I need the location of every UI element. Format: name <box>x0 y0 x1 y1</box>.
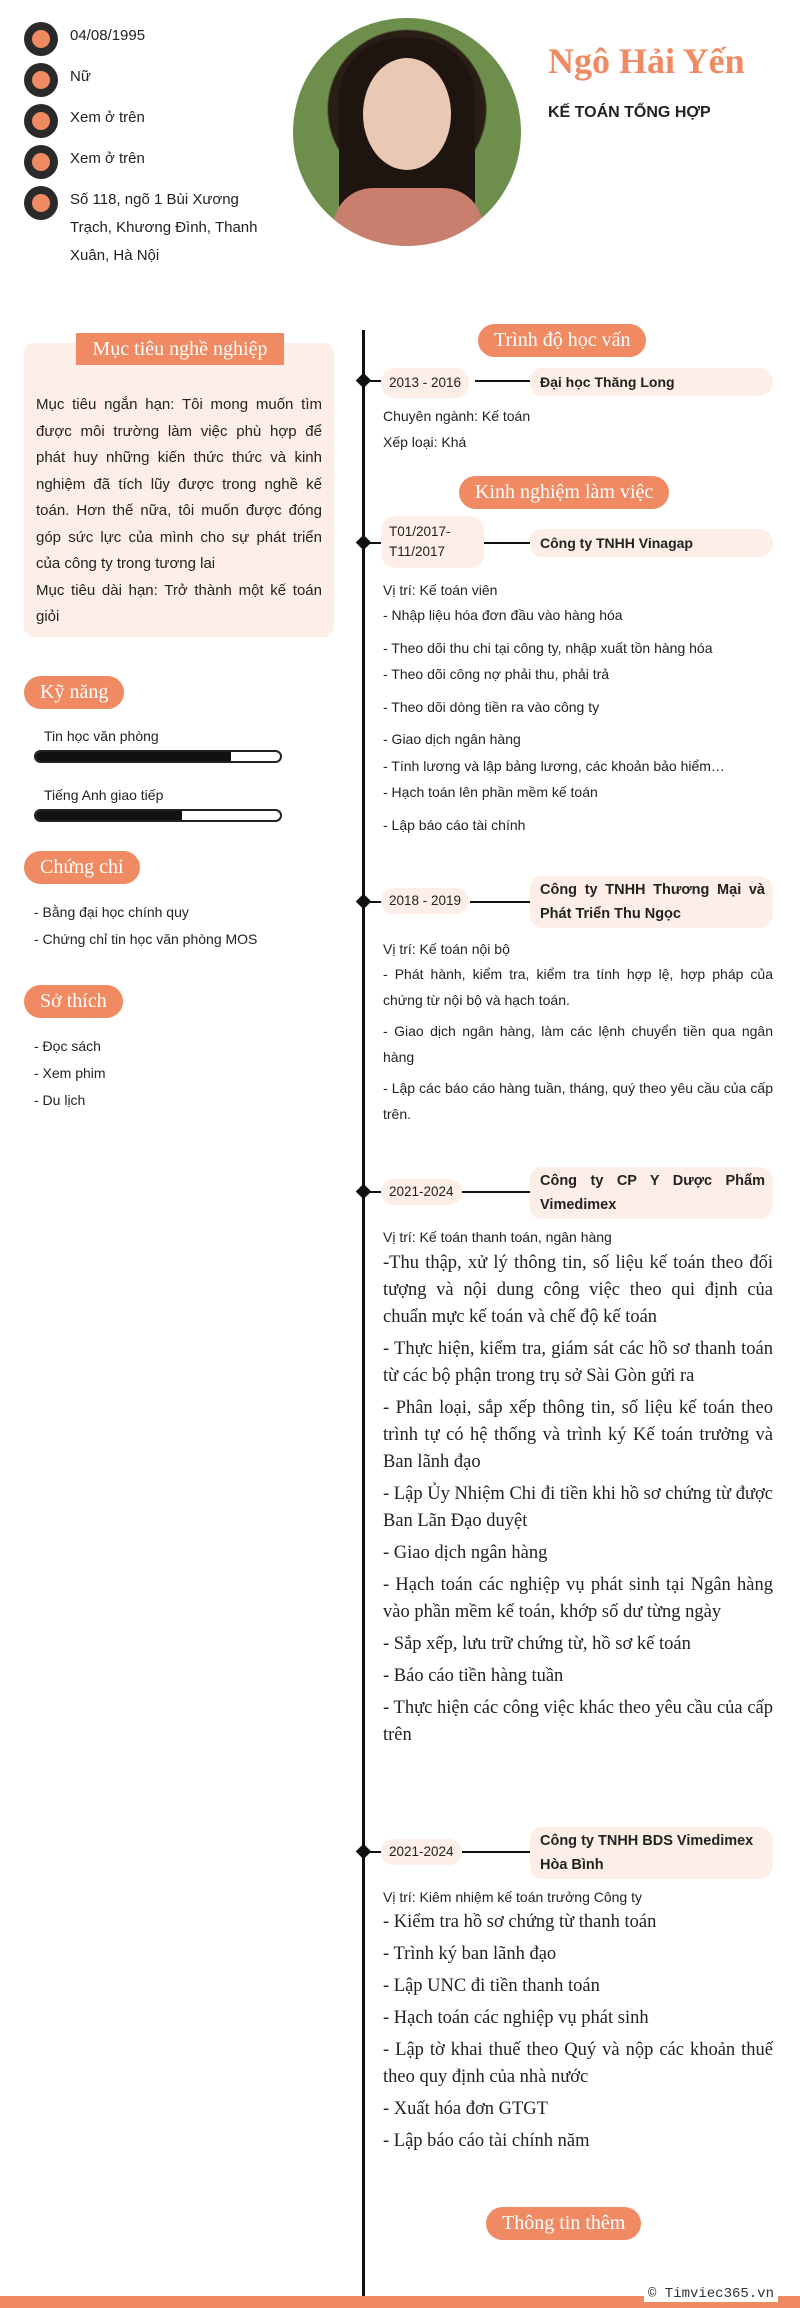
list-item: - Xem phim <box>34 1065 106 1081</box>
job-company: Công ty TNHH BDS Vimedimex Hòa Bình <box>530 1827 773 1879</box>
duty-item: - Thực hiện các công việc khác theo yêu cầu của cấp trên <box>383 1698 773 1745</box>
duty-item: - Giao dịch ngân hàng <box>383 1543 548 1563</box>
list-item: - Du lịch <box>34 1092 86 1108</box>
objective-short-term: Mục tiêu ngắn hạn: Tôi mong muốn tìm được môi trường làm việc phù hợp để phát huy những kiến thức thức và kinh nghiệm đã tích lũy được trong nghề kế toán. Hơn thế nữa, tôi muốn được đóng góp sức lực của mình cho sự phát triển của công ty trong tương lai <box>36 396 322 572</box>
objective-long-term: Mục tiêu dài hạn: Trở thành một kế toán giỏi <box>36 581 322 625</box>
timeline-connector <box>470 901 534 903</box>
education-heading: Trình độ học vấn <box>478 324 646 357</box>
job-title: KẾ TOÁN TỔNG HỢP <box>548 104 711 121</box>
job-duties <box>383 1909 773 2160</box>
calendar-icon <box>24 22 58 56</box>
certificates-heading: Chứng chỉ <box>24 851 140 884</box>
duty-item: - Theo dõi công nợ phải thu, phải trả <box>383 666 610 682</box>
contact-gender <box>24 63 280 97</box>
duty-item: - Phân loại, sắp xếp thông tin, số liệu kế toán theo trình tự có hệ thống và trình ký Kế toán trưởng và Ban lãnh đạo <box>383 1398 773 1472</box>
skill-bar <box>34 750 282 763</box>
timeline-line <box>362 330 365 2305</box>
address-text: Số 118, ngõ 1 Bùi Xương Trạch, Khương Đình, Thanh Xuân, Hà Nội <box>70 191 258 264</box>
additional-info-heading: Thông tin thêm <box>486 2207 641 2240</box>
location-icon <box>24 186 58 220</box>
duty-item: - Xuất hóa đơn GTGT <box>383 2099 548 2119</box>
list-item: - Bằng đại học chính quy <box>34 904 189 920</box>
skill-bar-fill <box>36 752 231 761</box>
duty-item: - Lập UNC đi tiền thanh toán <box>383 1976 600 1996</box>
timeline-connector <box>462 1851 534 1853</box>
job-period: T01/2017- T11/2017 <box>381 516 484 568</box>
timeline-connector <box>475 380 535 382</box>
list-item: - Chứng chỉ tin học văn phòng MOS <box>34 931 258 947</box>
duty-item: - Theo dõi thu chi tại công ty, nhập xuất tồn hàng hóa <box>383 639 713 656</box>
skill-label: Tiếng Anh giao tiếp <box>44 787 164 803</box>
footer-credit[interactable]: © Timviec365.vn <box>644 2286 778 2302</box>
hobbies-heading: Sở thích <box>24 985 123 1018</box>
experience-heading: Kinh nghiệm làm việc <box>459 476 669 509</box>
job-duties <box>383 961 773 1132</box>
objective-heading: Mục tiêu nghề nghiệp <box>76 333 284 365</box>
duty-item: - Sắp xếp, lưu trữ chứng từ, hồ sơ kế toán <box>383 1634 691 1654</box>
timeline-connector <box>484 542 534 544</box>
education-major: Chuyên ngành: Kế toán <box>383 408 531 424</box>
job-company: Công ty CP Y Dược Phẩm Vimedimex <box>530 1167 773 1219</box>
birthday-text: 04/08/1995 <box>70 27 146 44</box>
duty-item: - Lập báo cáo tài chính <box>383 816 526 833</box>
phone-icon <box>24 104 58 138</box>
job-position: Vị trí: Kiêm nhiệm kế toán trưởng Công ty <box>383 1889 642 1905</box>
contact-phone <box>24 104 280 138</box>
duty-item: - Hạch toán các nghiệp vụ phát sinh <box>383 2008 649 2028</box>
duty-item: - Hạch toán các nghiệp vụ phát sinh tại Ngân hàng vào phần mềm kế toán, khớp số dư từng ngày <box>383 1575 773 1622</box>
duty-item: - Lập các báo cáo hàng tuần, tháng, quý theo yêu cầu của cấp trên. <box>383 1080 773 1122</box>
objective-text <box>36 392 322 631</box>
job-company: Công ty TNHH Thương Mại và Phát Triển Thu Ngọc <box>530 876 773 928</box>
duty-item: - Lập Ủy Nhiệm Chi đi tiền khi hồ sơ chứng từ được Ban Lãn Đạo duyệt <box>383 1484 773 1531</box>
contact-email <box>24 145 280 179</box>
job-company: Công ty TNHH Vinagap <box>530 529 773 557</box>
skill-bar-fill <box>36 811 182 820</box>
duty-item: - Kiểm tra hồ sơ chứng từ thanh toán <box>383 1912 657 1932</box>
job-duties <box>383 602 773 838</box>
duty-item: - Lập báo cáo tài chính năm <box>383 2131 590 2151</box>
avatar-face <box>363 58 451 170</box>
duty-item: - Báo cáo tiền hàng tuần <box>383 1666 564 1686</box>
avatar <box>293 18 521 246</box>
duty-item: - Nhập liệu hóa đơn đầu vào hàng hóa <box>383 607 623 623</box>
duty-item: -Thu thập, xử lý thông tin, số liệu kế toán theo đối tượng và nội dung công việc theo qui định của chuẩn mực kế toán và chế độ kế toán <box>383 1253 773 1327</box>
duty-item: - Giao dịch ngân hàng, làm các lệnh chuyển tiền qua ngân hàng <box>383 1023 773 1065</box>
timeline-connector <box>462 1191 534 1193</box>
skill-label: Tin học văn phòng <box>44 728 159 744</box>
job-position: Vị trí: Kế toán viên <box>383 582 498 598</box>
duty-item: - Theo dõi dòng tiền ra vào công ty <box>383 698 600 715</box>
gender-icon <box>24 63 58 97</box>
duty-item: - Giao dịch ngân hàng <box>383 731 521 747</box>
duty-item: - Hạch toán lên phần mềm kế toán <box>383 784 598 800</box>
list-item: - Đọc sách <box>34 1038 101 1054</box>
job-period: 2021-2024 <box>381 1839 462 1865</box>
email-text[interactable]: Xem ở trên <box>70 150 145 167</box>
phone-text[interactable]: Xem ở trên <box>70 109 145 126</box>
duty-item: - Tính lương và lập bảng lương, các khoản bảo hiểm… <box>383 757 725 774</box>
job-period: 2021-2024 <box>381 1179 462 1205</box>
contact-birthday <box>24 22 280 56</box>
contact-address <box>24 186 282 270</box>
job-period: 2018 - 2019 <box>381 888 469 914</box>
education-grade: Xếp loại: Khá <box>383 434 467 450</box>
duty-item: - Phát hành, kiểm tra, kiểm tra tính hợp lệ, hợp pháp của chứng từ nội bộ và hạch toán. <box>383 966 773 1008</box>
job-position: Vị trí: Kế toán nội bộ <box>383 941 510 957</box>
gender-text: Nữ <box>70 68 91 85</box>
duty-item: - Trình ký ban lãnh đạo <box>383 1944 557 1964</box>
job-duties <box>383 1250 773 1754</box>
education-period: 2013 - 2016 <box>381 368 469 398</box>
job-position: Vị trí: Kế toán thanh toán, ngân hàng <box>383 1229 612 1245</box>
email-icon <box>24 145 58 179</box>
duty-item: - Thực hiện, kiểm tra, giám sát các hồ sơ thanh toán từ các bộ phận trong trụ sở Sài Gòn gửi ra <box>383 1339 773 1386</box>
avatar-shirt <box>333 188 483 246</box>
candidate-name: Ngô Hải Yến <box>548 41 745 81</box>
skill-bar <box>34 809 282 822</box>
duty-item: - Lập tờ khai thuế theo Quý và nộp các khoản thuế theo quy định của nhà nước <box>383 2040 773 2087</box>
skills-heading: Kỹ năng <box>24 676 124 709</box>
education-school: Đại học Thăng Long <box>530 368 773 396</box>
